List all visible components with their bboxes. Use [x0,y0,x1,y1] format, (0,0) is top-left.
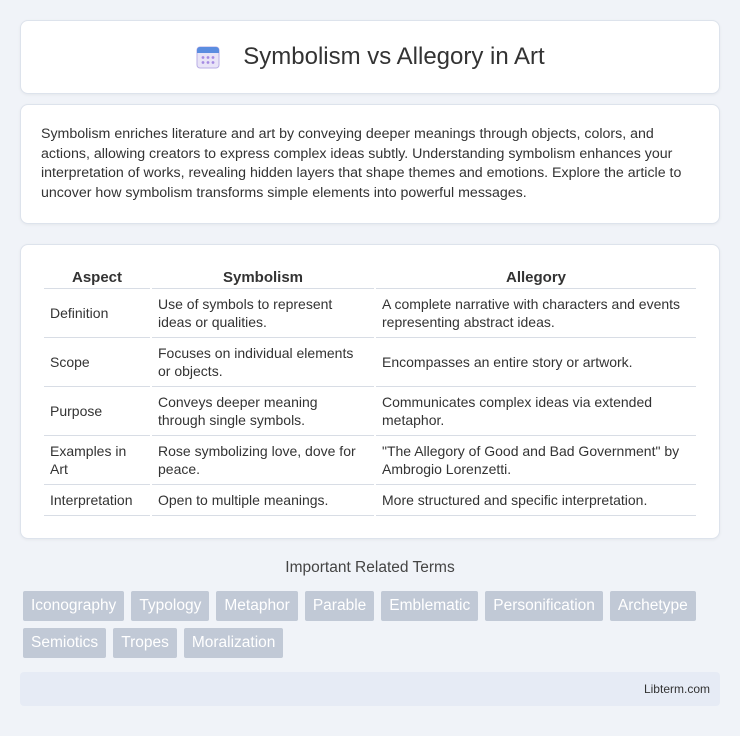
row-symbolism: Rose symbolizing love, dove for peace. [152,436,374,485]
tag-personification[interactable]: Personification [485,591,603,621]
related-terms-list [23,591,723,658]
table-header-row [44,265,696,289]
table-row [44,338,696,387]
row-symbolism: Open to multiple meanings. [152,485,374,516]
table-row [44,387,696,436]
tag-metaphor[interactable]: Metaphor [216,591,297,621]
footer [20,672,720,706]
row-aspect: Definition [44,289,150,338]
comparison-card [20,244,720,539]
header-symbolism: Symbolism [152,265,374,289]
page-title: Symbolism vs Allegory in Art [243,43,545,70]
intro-text: Symbolism enriches literature and art by conveying deeper meanings through objects, colors, and actions, allowing creators to express complex ideas subtly. Understanding symbolism enhances your interpretation of works, revealing hidden layers that shape themes and emotions. Explore the article to uncover how symbolism transforms simple elements into powerful messages. [41,126,682,201]
table-row [44,436,696,485]
calendar-icon [195,44,221,70]
row-aspect: Examples in Art [44,436,150,485]
row-allegory: "The Allegory of Good and Bad Government" by Ambrogio Lorenzetti. [376,436,696,485]
row-symbolism: Focuses on individual elements or objects. [152,338,374,387]
tag-iconography[interactable]: Iconography [23,591,124,621]
tag-semiotics[interactable]: Semiotics [23,628,106,658]
footer-site-link[interactable]: Libterm.com [643,682,710,696]
row-allegory: More structured and specific interpretation. [376,485,696,516]
intro-card [20,104,720,224]
row-aspect: Purpose [44,387,150,436]
tag-emblematic[interactable]: Emblematic [381,591,478,621]
comparison-table [42,265,698,516]
row-aspect: Interpretation [44,485,150,516]
table-row [44,289,696,338]
tag-tropes[interactable]: Tropes [113,628,177,658]
header-card [20,20,720,94]
header-aspect: Aspect [44,265,150,289]
row-allegory: Communicates complex ideas via extended metaphor. [376,387,696,436]
tag-typology[interactable]: Typology [131,591,209,621]
header-allegory: Allegory [376,265,696,289]
row-allegory: Encompasses an entire story or artwork. [376,338,696,387]
tag-archetype[interactable]: Archetype [610,591,696,621]
row-symbolism: Use of symbols to represent ideas or qualities. [152,289,374,338]
tag-moralization[interactable]: Moralization [184,628,284,658]
row-symbolism: Conveys deeper meaning through single symbols. [152,387,374,436]
table-row [44,485,696,516]
tag-parable[interactable]: Parable [305,591,374,621]
row-allegory: A complete narrative with characters and events representing abstract ideas. [376,289,696,338]
row-aspect: Scope [44,338,150,387]
related-terms-title: Important Related Terms [285,559,455,576]
